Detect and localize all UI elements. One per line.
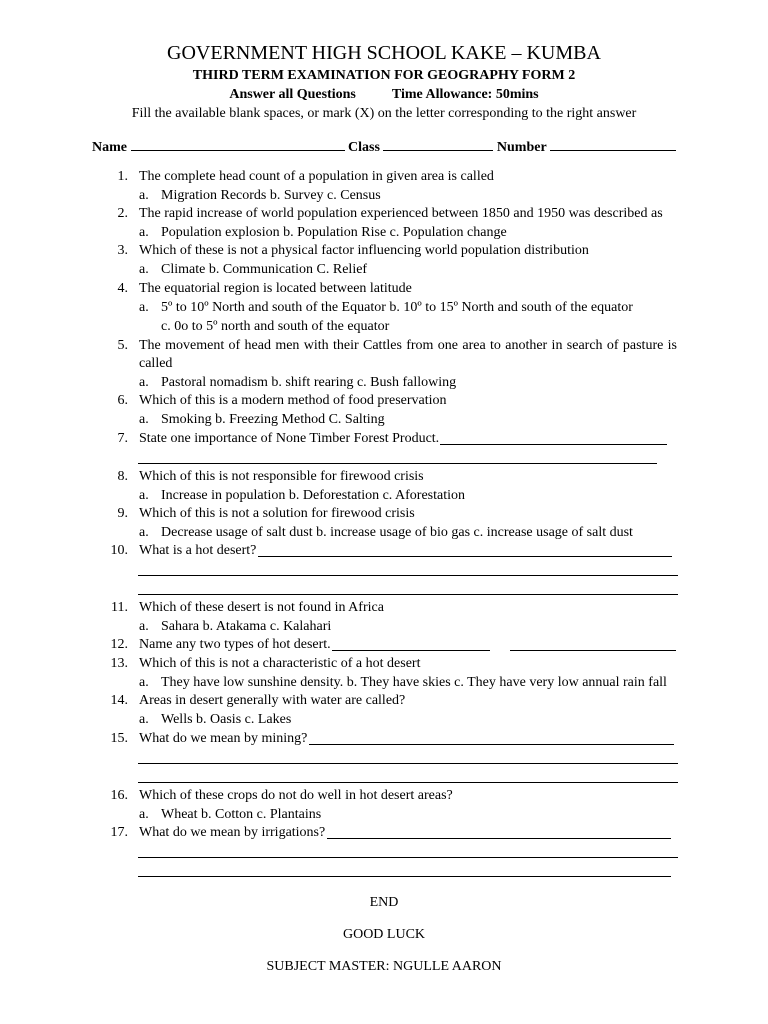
question-number: 5. xyxy=(117,338,128,353)
exam-title: THIRD TERM EXAMINATION FOR GEOGRAPHY FORM 2 xyxy=(192,68,576,83)
question-number: 10. xyxy=(110,543,128,558)
option-text: They have low sunshine density. b. They have skies c. They have very low annual rain fall xyxy=(161,675,667,690)
question-number: 4. xyxy=(117,281,128,296)
question-number: 1. xyxy=(117,169,128,184)
option-text: Decrease usage of salt dust b. increase usage of bio gas c. increase usage of salt dust xyxy=(161,525,633,540)
answer-all-label: Answer all Questions xyxy=(229,87,356,102)
option-letter: a. xyxy=(139,225,149,240)
answer-line[interactable] xyxy=(138,763,678,764)
question-text: Which of this is not responsible for firewood crisis xyxy=(139,469,424,484)
question-number: 8. xyxy=(117,469,128,484)
option-letter: a. xyxy=(139,619,149,634)
question-number: 2. xyxy=(117,206,128,221)
question-text: Which of these is not a physical factor influencing world population distribution xyxy=(139,243,589,258)
option-letter: a. xyxy=(139,807,149,822)
question-text: Name any two types of hot desert. xyxy=(139,637,331,652)
option-letter: a. xyxy=(139,262,149,277)
end-label: END xyxy=(369,895,399,910)
answer-line[interactable] xyxy=(138,782,678,783)
instructions: Fill the available blank spaces, or mark (X) on the letter corresponding to the right answer xyxy=(131,106,637,121)
option-letter: a. xyxy=(139,375,149,390)
question-number: 14. xyxy=(110,693,128,708)
option-text: Sahara b. Atakama c. Kalahari xyxy=(161,619,332,634)
answer-line[interactable] xyxy=(510,650,676,651)
student-info-row xyxy=(92,136,692,157)
question-text: Which of these desert is not found in Africa xyxy=(139,600,384,615)
name-field[interactable] xyxy=(131,136,345,151)
question-text: Which of these crops do not do well in hot desert areas? xyxy=(139,788,453,803)
option-letter: a. xyxy=(139,488,149,503)
option-letter: a. xyxy=(139,412,149,427)
option-letter: a. xyxy=(139,188,149,203)
answer-line[interactable] xyxy=(327,838,671,839)
option-text: Wells b. Oasis c. Lakes xyxy=(161,712,292,727)
question-number: 3. xyxy=(117,243,128,258)
exam-subheader xyxy=(0,86,768,104)
option-text: Smoking b. Freezing Method C. Salting xyxy=(161,412,385,427)
good-luck-label: GOOD LUCK xyxy=(342,927,426,942)
question-number: 7. xyxy=(117,431,128,446)
name-label: Name xyxy=(92,140,127,155)
option-letter: a. xyxy=(139,525,149,540)
question-text: Which of this is not a solution for firewood crisis xyxy=(139,506,415,521)
answer-line[interactable] xyxy=(332,650,490,651)
question-text: Which of this is a modern method of food preservation xyxy=(139,393,447,408)
option-text: Pastoral nomadism b. shift rearing c. Bush fallowing xyxy=(161,375,457,390)
answer-line[interactable] xyxy=(440,444,667,445)
question-number: 17. xyxy=(110,825,128,840)
question-text: The movement of head men with their Cattles from one area to another in search of pasture is called xyxy=(139,338,677,371)
answer-line[interactable] xyxy=(138,463,657,464)
answer-line[interactable] xyxy=(138,857,678,858)
question-number: 11. xyxy=(111,600,128,615)
subject-master: SUBJECT MASTER: NGULLE AARON xyxy=(266,959,502,974)
question-text: What do we mean by mining? xyxy=(139,731,308,746)
option-text: Wheat b. Cotton c. Plantains xyxy=(161,807,322,822)
question-number: 15. xyxy=(110,731,128,746)
answer-line[interactable] xyxy=(138,575,678,576)
question-text: Which of this is not a characteristic of a hot desert xyxy=(139,656,421,671)
question-number: 12. xyxy=(110,637,128,652)
option-text: Climate b. Communication C. Relief xyxy=(161,262,368,277)
question-text: Areas in desert generally with water are called? xyxy=(139,693,406,708)
question-number: 9. xyxy=(117,506,128,521)
school-title: GOVERNMENT HIGH SCHOOL KAKE – KUMBA xyxy=(167,42,601,64)
option-text: 5º to 10º North and south of the Equator b. 10º to 15º North and south of the equator xyxy=(161,300,633,315)
class-field[interactable] xyxy=(383,136,493,151)
question-number: 6. xyxy=(117,393,128,408)
option-letter: a. xyxy=(139,300,149,315)
class-label: Class xyxy=(348,140,380,155)
answer-line[interactable] xyxy=(138,594,678,595)
question-text: What do we mean by irrigations? xyxy=(139,825,326,840)
option-letter: a. xyxy=(139,712,149,727)
option-text: Migration Records b. Survey c. Census xyxy=(161,188,381,203)
option-letter: a. xyxy=(139,675,149,690)
number-field[interactable] xyxy=(550,136,676,151)
question-text: State one importance of None Timber Forest Product. xyxy=(139,431,440,446)
question-text: The equatorial region is located between latitude xyxy=(139,281,412,296)
time-allowance: Time Allowance: 50mins xyxy=(391,87,539,102)
option-text: Population explosion b. Population Rise c. Population change xyxy=(161,225,507,240)
question-text: The rapid increase of world population experienced between 1850 and 1950 was described as xyxy=(139,206,663,221)
answer-line[interactable] xyxy=(309,744,674,745)
question-number: 16. xyxy=(110,788,128,803)
option-text: Increase in population b. Deforestation c. Aforestation xyxy=(161,488,466,503)
answer-line[interactable] xyxy=(258,556,672,557)
question-number: 13. xyxy=(110,656,128,671)
number-label: Number xyxy=(496,140,547,155)
question-text: What is a hot desert? xyxy=(139,543,257,558)
question-text: The complete head count of a population in given area is called xyxy=(139,169,494,184)
option-text: c. 0o to 5º north and south of the equator xyxy=(161,319,390,334)
answer-line[interactable] xyxy=(138,876,671,877)
